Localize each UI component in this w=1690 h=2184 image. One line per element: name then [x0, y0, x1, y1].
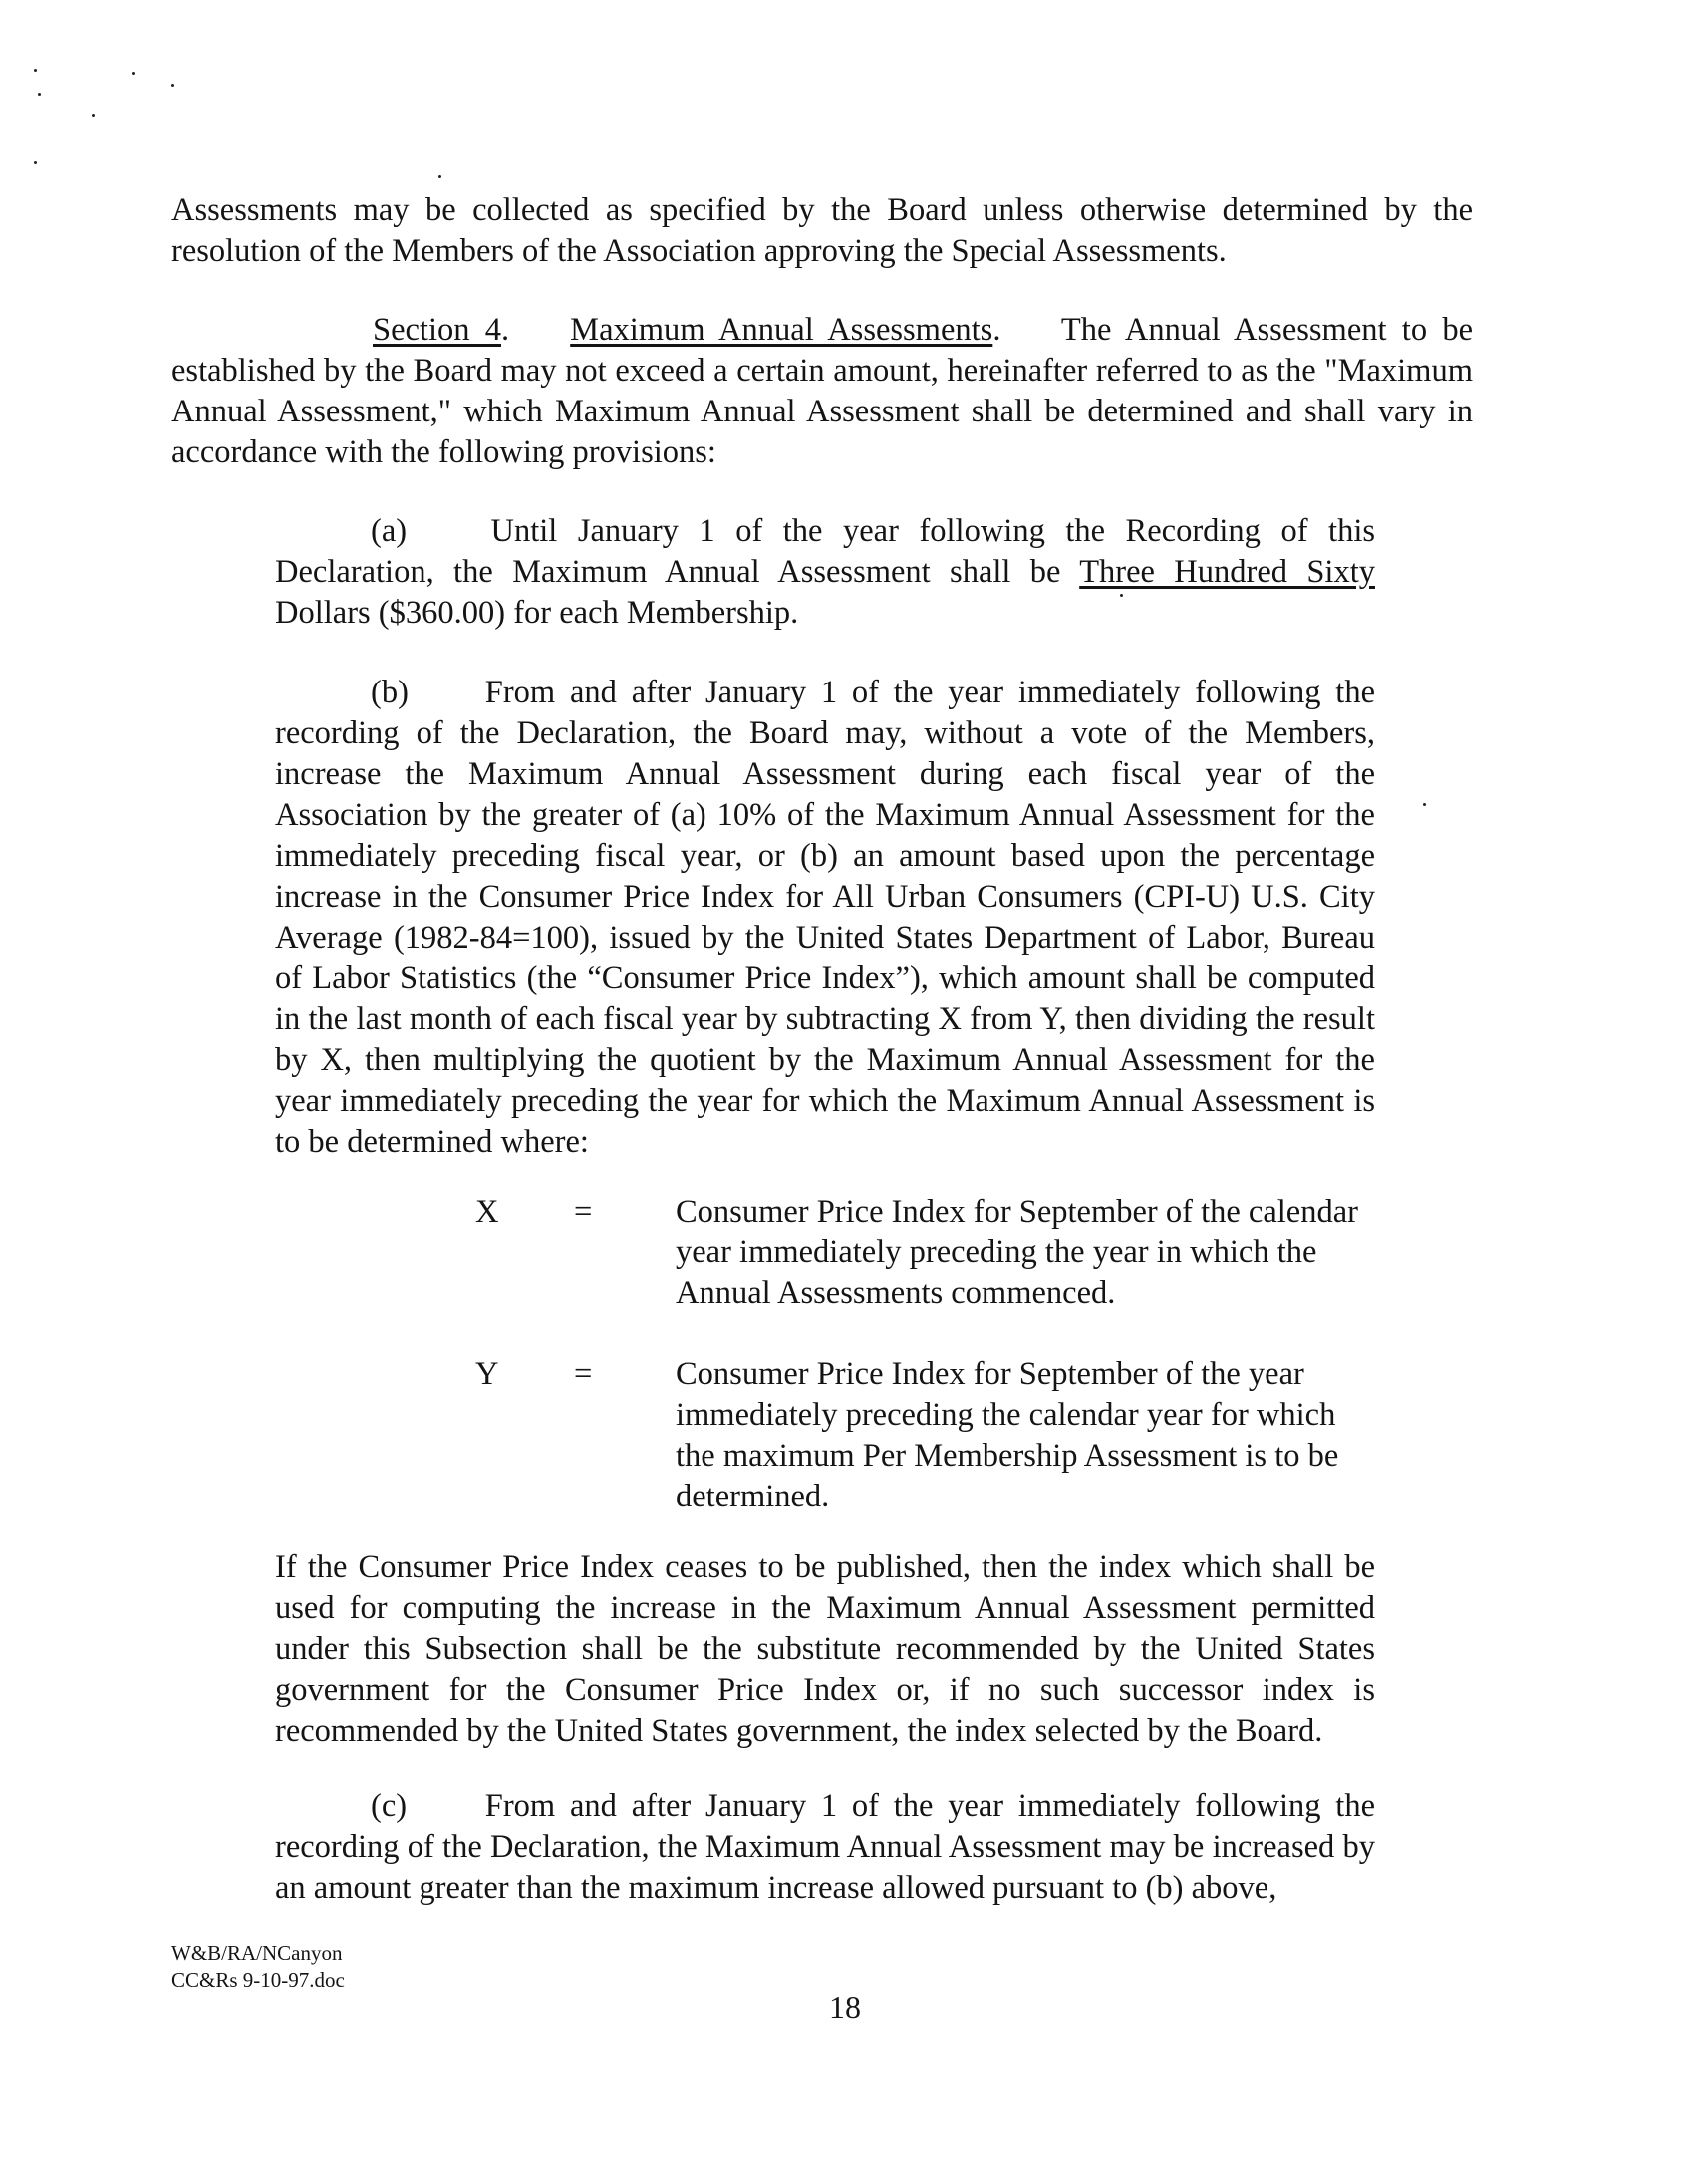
- definition-text: Consumer Price Index for September of the year immediately preceding the calendar year for which the maximum Per Membership Assessment is to be determined.: [676, 1356, 1339, 1514]
- scan-speck: [34, 69, 37, 72]
- scan-speck: [1423, 803, 1426, 806]
- paragraph-text: Assessments may be collected as specified by the Board unless otherwise determined by the resolution of the Members of the Association approving the Special Assessments.: [171, 192, 1473, 269]
- scan-speck: [132, 72, 135, 75]
- scan-speck: [34, 161, 37, 164]
- paragraph-text: If the Consumer Price Index ceases to be published, then the index which shall be used for computing the increase in the Maximum Annual Assessment permitted under this Subsection shall be the substitute recommended by the United States government for the Consumer Price Index or, if no such successor index is recommended by the United States government, the index selected by the Board.: [275, 1549, 1375, 1749]
- section-4-paragraph: Section 4. Maximum Annual Assessments. The Annual Assessment to be established by the Board may not exceed a certain amount, hereinafter referred to as the "Maximum Annual Assessment," which Maximum Annual Assessment shall be determined and shall vary in accordance with the following provisions:: [171, 312, 1474, 470]
- subsection-text: Until January 1 of the year following the Recording of this Declaration, the Maximum Annual Assessment shall be: [275, 513, 1375, 590]
- definition-variable: X: [475, 1194, 499, 1229]
- subsection-b: [275, 673, 1375, 1163]
- scan-speck: [171, 84, 174, 87]
- section-body: The Annual Assessment to be established by the Board may not exceed a certain amount, hereinafter referred to as the "Maximum Annual Assessment," which Maximum Annual Assessment shall be determined and shall vary in accordance with the following provisions:: [171, 312, 1474, 470]
- subsection-label: (b): [371, 675, 409, 710]
- footer-file-reference: [171, 1940, 345, 1994]
- section-title: Maximum Annual Assessments: [570, 312, 993, 348]
- definition-variable: Y: [475, 1356, 499, 1392]
- subsection-text: From and after January 1 of the year immediately following the recording of the Declaration, the Board may, without a vote of the Members, increase the Maximum Annual Assessment during each fiscal year of the Association by the greater of (a) 10% of the Maximum Annual Assessment for the immediately preceding fiscal year, or (b) an amount based upon the percentage increase in the Consumer Price Index for All Urban Consumers (CPI-U) U.S. City Average (1982-84=100), issued by the United States Department of Labor, Bureau of Labor Statistics (the “Consumer Price Index”), which amount shall be computed in the last month of each fiscal year by subtracting X from Y, then dividing the result by X, then multiplying the quotient by the Maximum Annual Assessment for the year immediately preceding the year for which the Maximum Annual Assessment is to be determined where:: [275, 675, 1376, 1160]
- subsection-text: From and after January 1 of the year immediately following the recording of the Declaration, the Maximum Annual Assessment may be increased by an amount greater than the maximum increase allowed pursuant to (b) above,: [275, 1788, 1376, 1906]
- scan-speck: [38, 93, 41, 96]
- section-number: Section 4: [373, 312, 501, 348]
- subsection-label: (c): [371, 1788, 408, 1824]
- equals-sign: =: [574, 1194, 593, 1229]
- equals-sign: =: [574, 1356, 593, 1392]
- scan-speck: [92, 114, 95, 117]
- scan-speck: [438, 175, 441, 178]
- subsection-c: [275, 1786, 1375, 1909]
- footer-ref-line: W&B/RA/NCanyon: [171, 1941, 343, 1965]
- subsection-label: (a): [371, 513, 408, 549]
- paragraph-cpi-substitute: [275, 1547, 1375, 1752]
- underlined-amount: Three Hundred Sixty: [1079, 554, 1375, 590]
- paragraph-special-assessments: [171, 190, 1473, 272]
- footer-ref-line: CC&Rs 9-10-97.doc: [171, 1968, 345, 1992]
- subsection-a: [275, 511, 1375, 634]
- page-number: 18: [829, 1989, 861, 2025]
- definition-text: Consumer Price Index for September of the calendar year immediately preceding the year in which the Annual Assessments commenced.: [676, 1194, 1358, 1311]
- subsection-text-after: Dollars ($360.00) for each Membership.: [275, 595, 799, 631]
